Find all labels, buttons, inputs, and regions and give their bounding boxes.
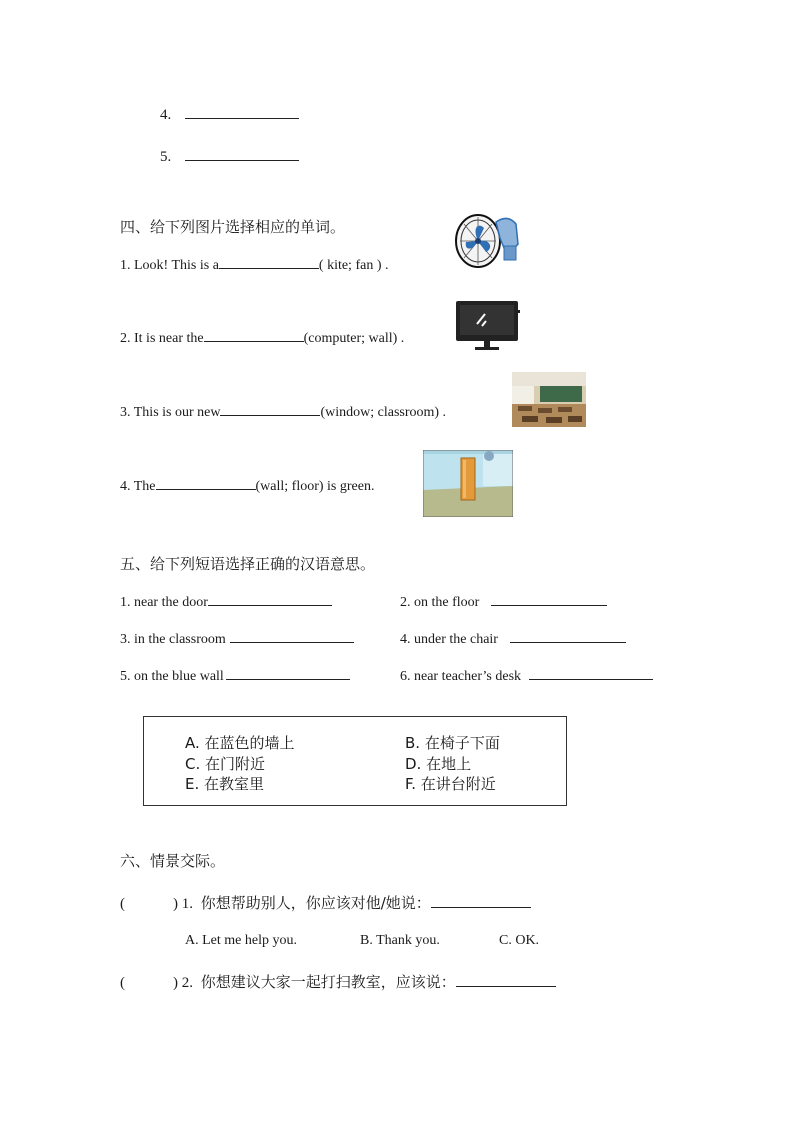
answer-blank[interactable] (226, 678, 350, 680)
phrase-5: 5. on the blue wall (120, 669, 350, 685)
computer-monitor-icon (455, 300, 521, 352)
question-s4-2: 2. It is near the (computer; wall) . (120, 331, 405, 346)
q1-option-c: C. OK. (499, 933, 540, 948)
phrase-2: 2. on the floor (400, 595, 607, 611)
section-4-heading: 四、给下列图片选择相应的单词。 (120, 218, 346, 236)
option-d: D. 在地上 (405, 755, 472, 773)
answer-blank[interactable] (204, 340, 304, 342)
list-item-5 (160, 149, 299, 166)
question-s4-3: 3. This is our new (window; classroom) . (120, 405, 447, 420)
answer-blank[interactable] (208, 604, 332, 606)
list-item-4 (160, 107, 299, 124)
question-s6-1: ( ) 1. 你想帮助别人，你应该对他/她说： (120, 892, 531, 913)
option-e: E. 在教室里 (185, 775, 265, 793)
option-a: A. 在蓝色的墙上 (185, 734, 295, 752)
answer-blank[interactable] (219, 267, 319, 269)
answer-blank[interactable] (156, 488, 256, 490)
option-f: F. 在讲台附近 (405, 775, 496, 793)
answer-blank[interactable] (456, 985, 556, 987)
q1-option-a: A. Let me help you. (185, 933, 297, 948)
list-number: 5. (160, 149, 172, 165)
classroom-photo (512, 372, 586, 427)
section-6-heading: 六、情景交际。 (120, 852, 226, 870)
option-c: C. 在门附近 (185, 755, 266, 773)
options-box (143, 716, 567, 806)
phrase-1: 1. near the door (120, 595, 332, 611)
list-number: 4. (160, 107, 172, 123)
answer-blank[interactable] (220, 414, 320, 416)
answer-blank[interactable] (185, 159, 299, 161)
q1-option-b: B. Thank you. (360, 933, 440, 948)
phrase-4: 4. under the chair (400, 632, 626, 648)
option-b: B. 在椅子下面 (405, 734, 500, 752)
answer-blank[interactable] (431, 906, 531, 908)
section-5-heading: 五、给下列短语选择正确的汉语意思。 (120, 555, 376, 573)
answer-blank[interactable] (185, 117, 299, 119)
answer-blank[interactable] (529, 678, 653, 680)
phrase-6: 6. near teacher’s desk (400, 669, 653, 685)
question-s6-2: ( ) 2. 你想建议大家一起打扫教室，应该说： (120, 971, 556, 992)
question-s4-4: 4. The (wall; floor) is green. (120, 479, 375, 494)
answer-blank[interactable] (491, 604, 607, 606)
phrase-3: 3. in the classroom (120, 632, 354, 648)
electric-fan-icon (452, 210, 524, 270)
answer-blank[interactable] (510, 641, 626, 643)
answer-blank[interactable] (230, 641, 354, 643)
room-wall-floor-image (423, 450, 513, 517)
question-s4-1: 1. Look! This is a ( kite; fan ) . (120, 258, 389, 273)
